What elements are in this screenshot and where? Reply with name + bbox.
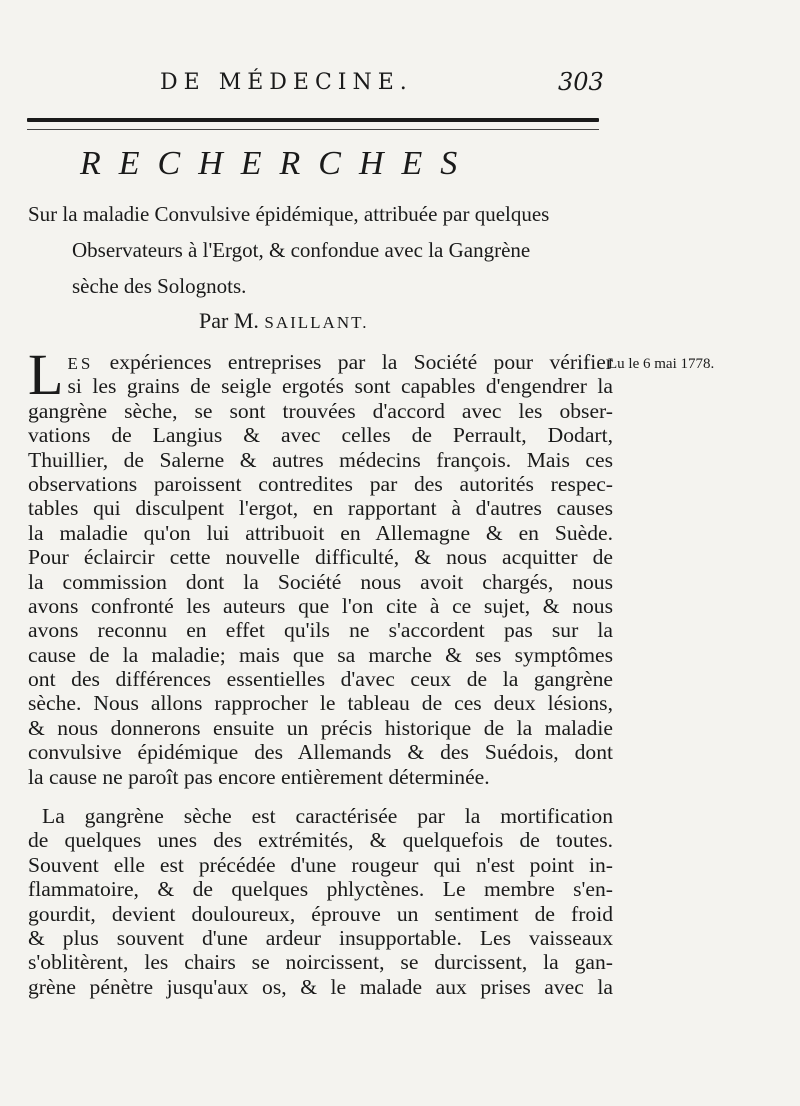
text-line: la commission dont la Société nous avoit chargés, nous — [28, 569, 613, 594]
text-line: gourdit, devient douloureux, éprouve un sentiment de froid — [28, 901, 613, 926]
running-head: DE MÉDECINE. — [160, 70, 413, 95]
text-line: La gangrène sèche est caractérisée par la mortification — [42, 804, 613, 828]
text-line: ES expériences entreprises par la Société pour vérifier — [67, 350, 613, 374]
header-rule-thin — [27, 129, 599, 130]
text-line: observations paroissent contredites par des autorités respec- — [28, 471, 613, 496]
article-title: RECHERCHES — [80, 145, 476, 182]
subtitle-line: sèche des Solognots. — [72, 274, 247, 298]
drop-cap: L — [28, 342, 64, 407]
text-line: gangrène sèche, se sont trouvées d'accord avec les obser- — [28, 398, 613, 423]
text-line: convulsive épidémique des Allemands & des Suédois, dont — [28, 740, 613, 765]
article-subtitle — [28, 196, 608, 304]
text-line: Thuillier, de Salerne & autres médecins françois. Mais ces — [28, 447, 613, 472]
author-line — [199, 308, 368, 334]
text-line: la cause ne paroît pas encore entièrement déterminée. — [28, 764, 490, 789]
margin-note: Lu le 6 mai 1778. — [608, 356, 715, 372]
text-line: grène pénètre jusqu'aux os, & le malade aux prises avec la — [28, 974, 613, 999]
text-line: & plus souvent d'une ardeur insupportable. Les vaisseaux — [28, 925, 613, 950]
text-line: s'oblitèrent, les chairs se noircissent, se durcissent, la gan- — [28, 950, 613, 975]
text-line: si les grains de seigle ergotés sont capables d'engendrer la — [67, 374, 613, 399]
text-line: la maladie qu'on lui attribuoit en Allemagne & en Suède. — [28, 520, 613, 545]
text-line: sèche. Nous allons rapprocher le tableau de ces deux lésions, — [28, 691, 613, 716]
page-number: 303 — [558, 68, 604, 96]
text-line: ont des différences essentielles d'avec ceux de la gangrène — [28, 667, 613, 692]
paragraph-1 — [28, 342, 613, 789]
text-line: vations de Langius & avec celles de Perrault, Dodart, — [28, 423, 613, 448]
text-line: Pour éclaircir cette nouvelle difficulté, & nous acquitter de — [28, 545, 613, 570]
author-prefix: Par M. — [199, 308, 259, 333]
text-line: cause de la maladie; mais que sa marche & ses symptômes — [28, 642, 613, 667]
paragraph-2 — [28, 804, 613, 999]
header-rule — [27, 118, 599, 122]
author-name: SAILLANT. — [264, 313, 369, 332]
text-line: avons reconnu en effet qu'ils ne s'accordent pas sur la — [28, 618, 613, 643]
text-line: tables qui disculpent l'ergot, en rapportant à d'autres causes — [28, 496, 613, 521]
first-word: ES — [67, 354, 94, 373]
text-line: Souvent elle est précédée d'une rougeur qui n'est point in- — [28, 852, 613, 877]
subtitle-line: Observateurs à l'Ergot, & confondue avec la Gangrène — [72, 238, 531, 262]
text-line: avons confronté les auteurs que l'on cite à ce sujet, & nous — [28, 593, 613, 618]
text-line: de quelques unes des extrémités, & quelquefois de toutes. — [28, 828, 613, 853]
text-line: & nous donnerons ensuite un précis historique de la maladie — [28, 715, 613, 740]
text-line: flammatoire, & de quelques phlyctènes. Le membre s'en- — [28, 877, 613, 902]
subtitle-line: Sur la maladie Convulsive épidémique, attribuée par quelques — [28, 202, 550, 226]
